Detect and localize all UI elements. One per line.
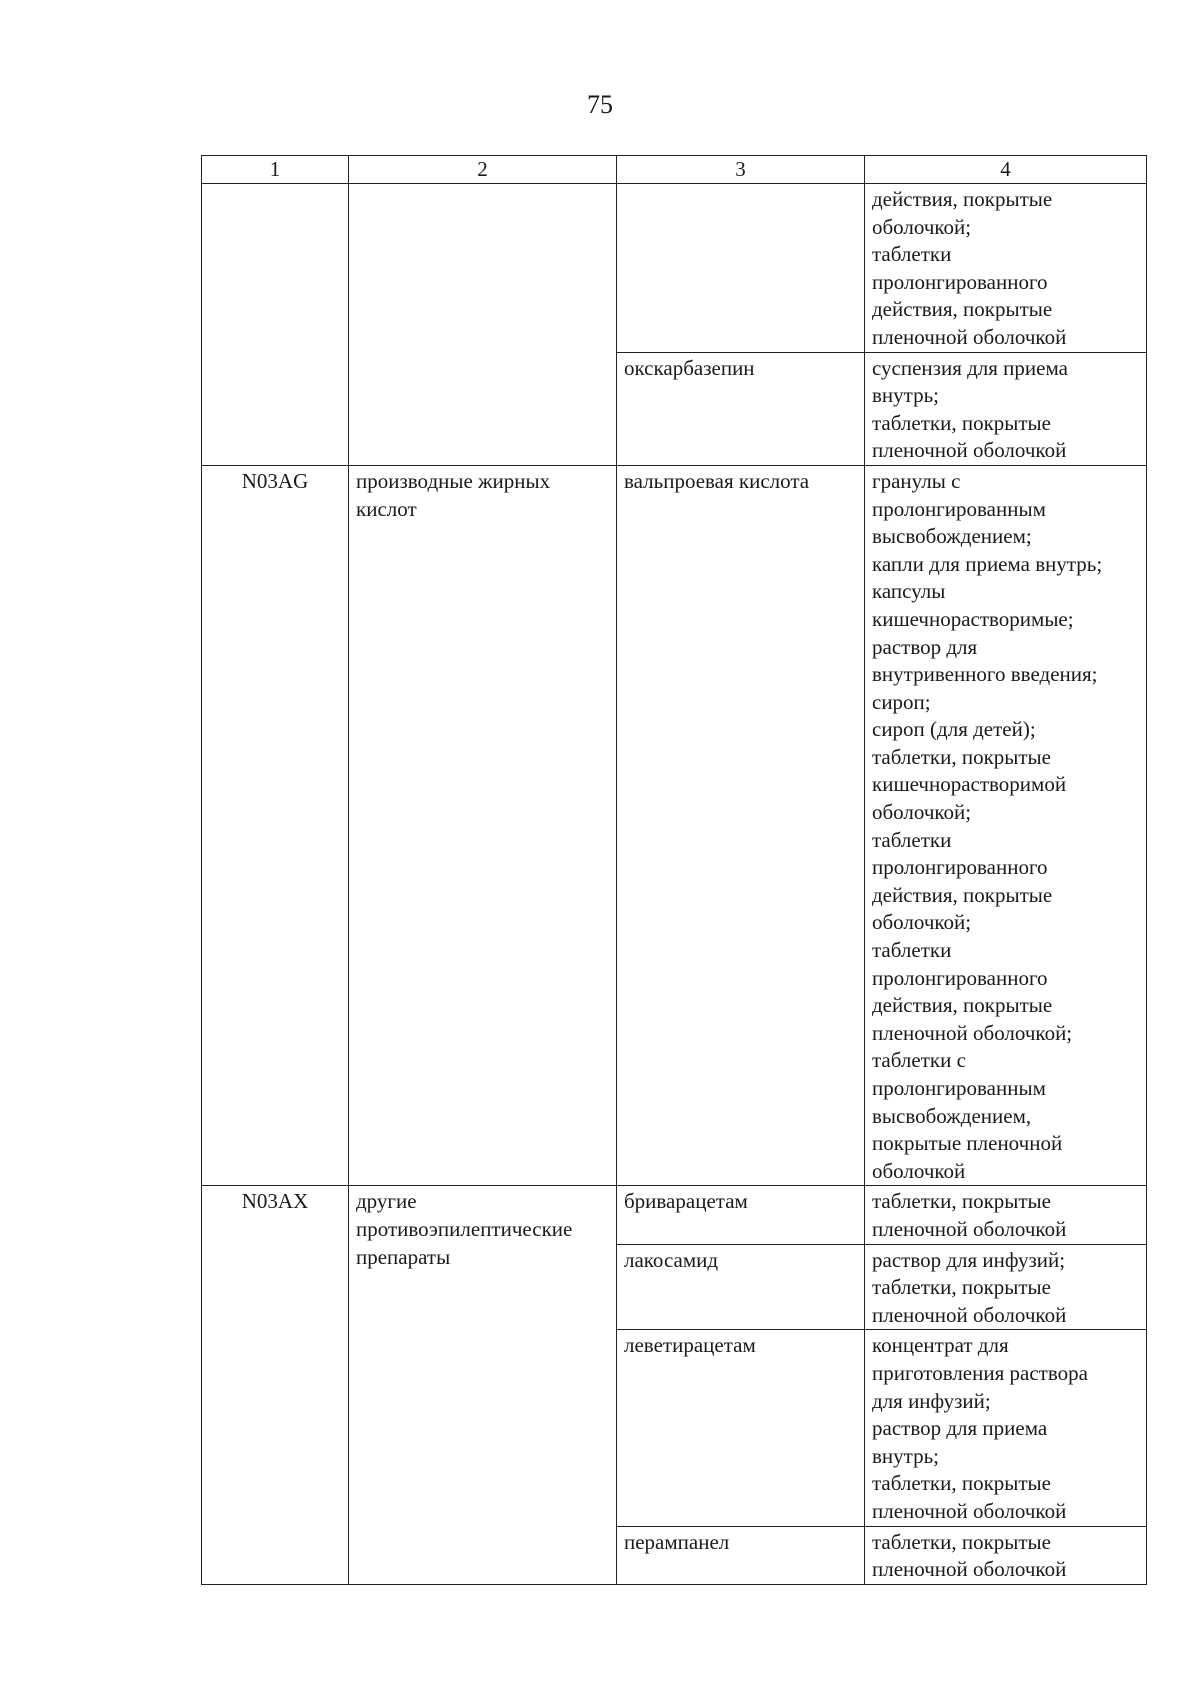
group-cell: другие противоэпилептические препараты <box>349 1186 617 1584</box>
dosage-form-cell: таблетки, покрытые пленочной оболочкой <box>865 1526 1147 1584</box>
column-number-3: 3 <box>617 156 865 184</box>
dosage-form-cell: суспензия для приема внутрь; таблетки, покрытые пленочной оболочкой <box>865 352 1147 465</box>
drug-cell: окскарбазепин <box>617 352 865 465</box>
group-cell: производные жирных кислот <box>349 465 617 1185</box>
dosage-form-cell: раствор для инфузий; таблетки, покрытые пленочной оболочкой <box>865 1244 1147 1330</box>
drug-cell <box>617 184 865 353</box>
table-row <box>202 1186 1147 1244</box>
atc-code-cell: N03AG <box>202 465 349 1185</box>
dosage-form-cell: гранулы с пролонгированным высвобождением; капли для приема внутрь; капсулы кишечнорастворимые; раствор для внутривенного введения; сироп; сироп (для детей); таблетки, покрытые кишечнорастворимой оболочкой; таблетки пролонгированного действия, покрытые оболочкой; таблетки пролонгированного действия, покрытые пленочной оболочкой; таблетки с пролонгированным высвобождением, покрытые пленочной оболочкой <box>865 465 1147 1185</box>
medication-table <box>201 155 1147 1585</box>
drug-cell: бриварацетам <box>617 1186 865 1244</box>
table-row <box>202 465 1147 1185</box>
drug-cell: леветирацетам <box>617 1330 865 1526</box>
atc-code-cell: N03AX <box>202 1186 349 1584</box>
dosage-form-cell: концентрат для приготовления раствора для инфузий; раствор для приема внутрь; таблетки, покрытые пленочной оболочкой <box>865 1330 1147 1526</box>
dosage-form-cell: таблетки, покрытые пленочной оболочкой <box>865 1186 1147 1244</box>
drug-cell: вальпроевая кислота <box>617 465 865 1185</box>
drug-cell: лакосамид <box>617 1244 865 1330</box>
column-number-4: 4 <box>865 156 1147 184</box>
table-row <box>202 184 1147 353</box>
column-number-row <box>202 156 1147 184</box>
column-number-2: 2 <box>349 156 617 184</box>
drug-cell: перампанел <box>617 1526 865 1584</box>
code-cell <box>202 184 349 466</box>
column-number-1: 1 <box>202 156 349 184</box>
dosage-form-cell: действия, покрытые оболочкой; таблетки пролонгированного действия, покрытые пленочной оболочкой <box>865 184 1147 353</box>
group-cell <box>349 184 617 466</box>
page-number: 75 <box>587 90 613 119</box>
